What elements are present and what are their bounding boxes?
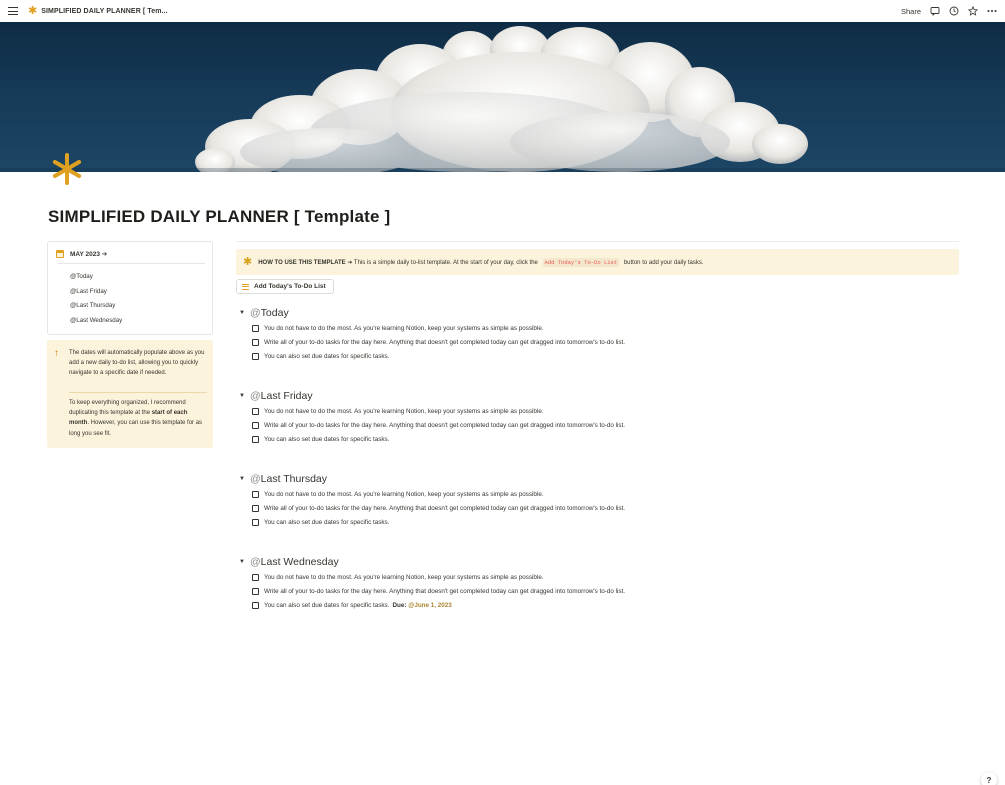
callout-text-organize (69, 398, 207, 439)
todo-text[interactable]: You can also set due dates for specific tasks. (264, 601, 390, 609)
todo-text[interactable]: You do not have to do the most. As you're learning Notion, keep your systems as simple as possible. (264, 407, 544, 415)
page-title[interactable]: SIMPLIFIED DAILY PLANNER [ Template ] (48, 207, 391, 226)
todo-item (252, 572, 544, 582)
todo-text[interactable]: You do not have to do the most. As you're learning Notion, keep your systems as simple as possible. (264, 490, 544, 498)
callout-text-bold: start of each month (69, 410, 188, 427)
checkbox[interactable] (252, 436, 259, 443)
toggle-section-today (239, 306, 959, 360)
todo-text[interactable]: You can also set due dates for specific tasks. (264, 518, 390, 526)
divider (236, 241, 959, 242)
toggle-section-last-wednesday (239, 555, 959, 609)
todo-text[interactable]: You do not have to do the most. As you're learning Notion, keep your systems as simple as possible. (264, 324, 544, 332)
callout-text-b: . However, you can use this template for as long you see fit. (69, 420, 203, 437)
todo-item (252, 517, 389, 527)
divider (69, 392, 207, 393)
cover-image[interactable] (0, 22, 1005, 172)
todo-item (252, 434, 389, 444)
callout-text-a: To keep everything organized, I recommend duplicating this template at the (69, 400, 186, 417)
todo-item (252, 351, 389, 361)
date-link-last-friday[interactable]: @Last Friday (70, 287, 107, 295)
checkbox[interactable] (252, 602, 259, 609)
section-title-text: Last Thursday (260, 473, 328, 485)
checkbox[interactable] (252, 491, 259, 498)
more-icon[interactable] (987, 6, 997, 16)
todo-text[interactable]: Write all of your to-do tasks for the day here. Anything that doesn't get completed today can get dragged into tomorrow's to-do list. (264, 587, 626, 595)
menu-icon[interactable] (8, 7, 18, 15)
page-emoji-icon: ✱ (28, 4, 38, 17)
add-todo-list-button[interactable] (236, 279, 334, 294)
month-header (56, 250, 107, 258)
section-title[interactable]: @Last Thursday (250, 473, 328, 485)
todo-item (252, 503, 625, 513)
checkbox[interactable] (252, 574, 259, 581)
section-title[interactable]: @Today (250, 307, 289, 319)
callout-text: The dates will automatically populate above as you add a new daily to-do list, allowing you to quickly navigate to a specific date if needed. (69, 350, 205, 377)
how-to-body-b: button to add your daily tasks. (622, 259, 704, 266)
section-title[interactable]: @Last Wednesday (250, 556, 339, 568)
todo-item (252, 420, 625, 430)
todo-item (252, 337, 625, 347)
checkbox[interactable] (252, 505, 259, 512)
todo-text[interactable]: Write all of your to-do tasks for the day here. Anything that doesn't get completed today can get dragged into tomorrow's to-do list. (264, 421, 626, 429)
checkbox[interactable] (252, 325, 259, 332)
month-label[interactable]: MAY 2023 ➔ (70, 251, 108, 258)
todo-text[interactable]: You can also set due dates for specific tasks. (264, 435, 390, 443)
how-to-text (258, 259, 703, 266)
toggle-triangle-icon[interactable]: ▼ (239, 476, 245, 482)
due-label: Due: (392, 601, 407, 609)
checkbox[interactable] (252, 339, 259, 346)
date-link-today[interactable]: @Today (70, 273, 93, 280)
date-navigation-box (47, 241, 213, 335)
todo-text[interactable]: You can also set due dates for specific tasks. (264, 352, 390, 360)
section-title-text: Last Friday (260, 390, 313, 402)
list-icon (242, 284, 249, 290)
todo-item (252, 323, 544, 333)
section-title-text: Today (260, 307, 289, 319)
breadcrumb-title[interactable]: SIMPLIFIED DAILY PLANNER [ Tem... (41, 7, 168, 15)
toggle-triangle-icon[interactable]: ▼ (239, 559, 245, 565)
star-icon[interactable] (968, 6, 978, 16)
checkbox[interactable] (252, 408, 259, 415)
comment-icon[interactable] (930, 6, 940, 16)
todo-item (252, 586, 625, 596)
date-link-last-thursday[interactable]: @Last Thursday (70, 302, 116, 310)
todo-text[interactable]: Write all of your to-do tasks for the day here. Anything that doesn't get completed today can get dragged into tomorrow's to-do list. (264, 504, 626, 512)
checkbox[interactable] (252, 588, 259, 595)
how-to-callout (236, 249, 959, 275)
toggle-triangle-icon[interactable]: ▼ (239, 310, 245, 316)
calendar-icon (56, 250, 64, 258)
help-button[interactable]: ? (981, 772, 997, 785)
divider (57, 263, 205, 264)
how-to-heading: HOW TO USE THIS TEMPLATE ➔ (258, 259, 353, 266)
todo-text[interactable]: Write all of your to-do tasks for the day here. Anything that doesn't get completed today can get dragged into tomorrow's to-do list. (264, 338, 626, 346)
toggle-section-last-thursday (239, 472, 959, 526)
add-todo-list-label: Add Today's To-Do List (254, 283, 326, 290)
toggle-triangle-icon[interactable]: ▼ (239, 393, 245, 399)
due-date-mention[interactable]: @June 1, 2023 (408, 601, 452, 609)
inline-code: Add Today's To-Do List (544, 258, 618, 266)
asterisk-icon[interactable] (50, 152, 84, 186)
toggle-section-last-friday (239, 389, 959, 443)
todo-item (252, 600, 452, 610)
todo-text[interactable]: You do not have to do the most. As you're learning Notion, keep your systems as simple as possible. (264, 573, 544, 581)
todo-item (252, 489, 544, 499)
todo-item (252, 406, 544, 416)
checkbox[interactable] (252, 422, 259, 429)
due-date (392, 602, 451, 609)
share-button[interactable]: Share (900, 6, 921, 16)
checkbox[interactable] (252, 519, 259, 526)
info-callout (47, 340, 213, 448)
top-bar (0, 0, 1005, 22)
asterisk-icon: ✱ (243, 255, 253, 268)
section-title[interactable]: @Last Friday (250, 390, 313, 402)
date-link-last-wednesday[interactable]: @Last Wednesday (70, 317, 123, 325)
arrow-up-icon: ↑ (54, 348, 59, 359)
how-to-body-a: This is a simple daily to-list template. At the start of your day, click the (352, 259, 540, 266)
section-title-text: Last Wednesday (260, 556, 339, 568)
checkbox[interactable] (252, 353, 259, 360)
clock-icon[interactable] (949, 6, 959, 16)
